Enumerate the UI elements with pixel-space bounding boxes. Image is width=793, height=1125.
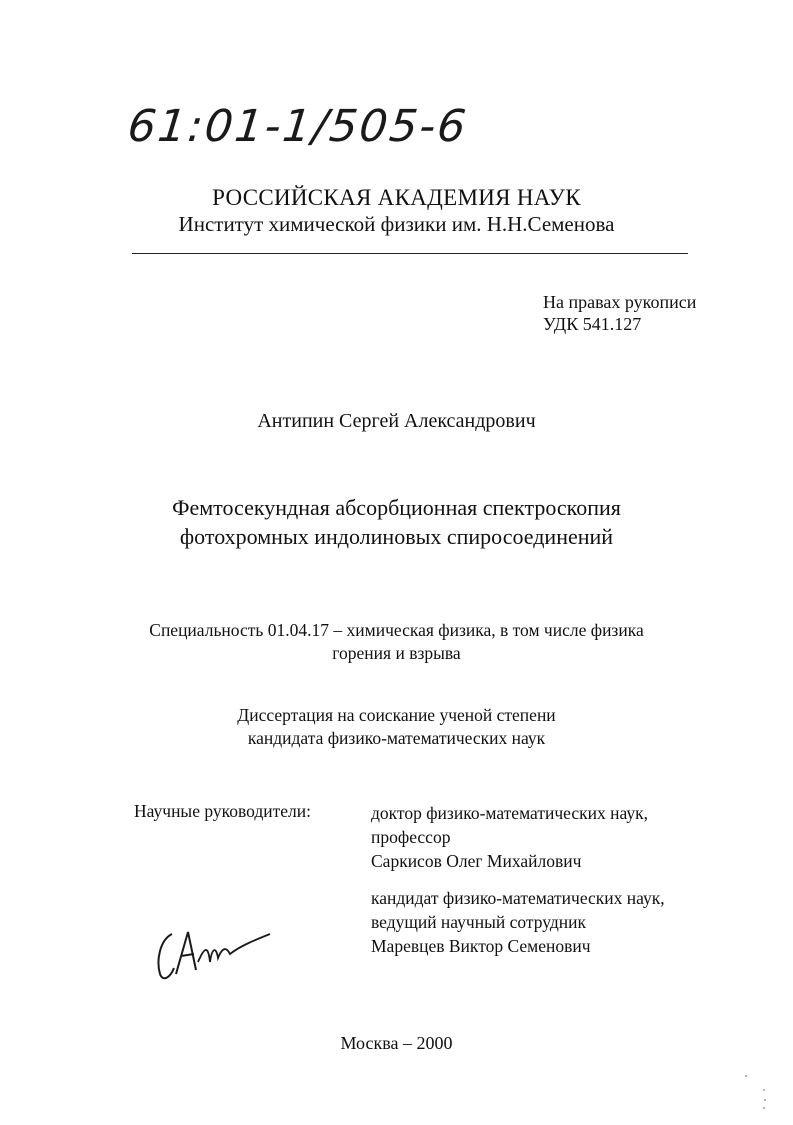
supervisor-degree: кандидат физико-математических наук, <box>371 888 665 908</box>
scan-specks <box>738 1070 768 1120</box>
supervisor-degree: доктор физико-математических наук, <box>371 803 648 823</box>
supervisor-name: Саркисов Олег Михайлович <box>371 851 582 871</box>
supervisors-label: Научные руководители: <box>134 801 311 821</box>
handwritten-archive-number: 61:01-1/505-6 <box>125 101 471 152</box>
supervisor-name: Маревцев Виктор Семенович <box>371 936 591 956</box>
supervisor-2 <box>371 886 665 958</box>
signature-icon <box>150 912 275 987</box>
manuscript-rights: На правах рукописи <box>543 292 697 312</box>
specialty-line-2: горения и взрыва <box>332 643 461 663</box>
udc-code: УДК 541.127 <box>543 314 642 334</box>
specialty <box>0 619 793 665</box>
author-name: Антипин Сергей Александрович <box>257 410 536 432</box>
organization-name: РОССИЙСКАЯ АКАДЕМИЯ НАУК <box>212 185 581 210</box>
title-line-2: фотохромных индолиновых спиросоединений <box>179 524 614 549</box>
rights-block <box>543 291 696 335</box>
specialty-line-1: Специальность 01.04.17 – химическая физика, в том числе физика <box>149 620 644 640</box>
institute-name: Институт химической физики им. Н.Н.Семенова <box>178 212 615 236</box>
author-signature <box>150 912 275 987</box>
supervisor-1 <box>371 801 648 873</box>
supervisor-position: профессор <box>371 827 451 847</box>
dissertation-title <box>0 493 793 551</box>
degree-line-2: кандидата физико-математических наук <box>247 728 546 748</box>
title-line-1: Фемтосекундная абсорбционная спектроскопия <box>172 495 621 520</box>
header-divider <box>132 253 688 254</box>
degree-line-1: Диссертация на соискание ученой степени <box>237 705 556 725</box>
supervisor-position: ведущий научный сотрудник <box>371 912 587 932</box>
place-and-year: Москва – 2000 <box>340 1033 453 1053</box>
degree-statement <box>0 704 793 750</box>
